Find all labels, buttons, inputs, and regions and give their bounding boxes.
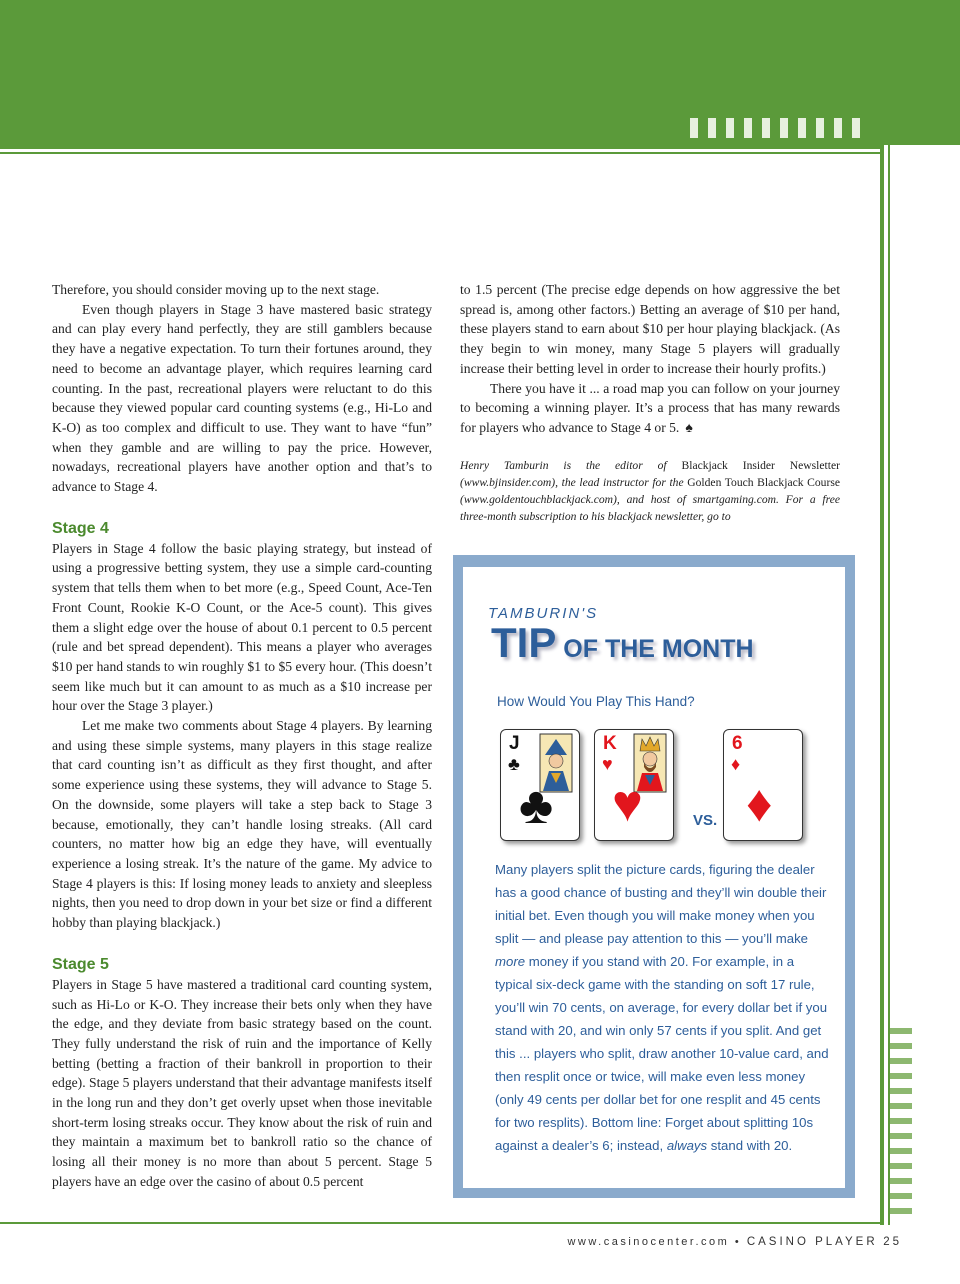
right-column [460,280,840,525]
tip-body-text: money if you stand with 20. For example, in a typical six-deck game with the standing on soft 17 rule, you’ll win 70 cents, on average, for every dollar bet if you stand with 20, and win only 57 cents if you split. And get this ... players who split, draw another 10-value card, and then resplit once or twice, will make even less money (only 49 cents per dollar bet for one resplit and 45 cents for two resplits). Bottom line: Forget about splitting 10s against a dealer’s 6; instead, [495,954,829,1153]
paragraph: Players in Stage 5 have mastered a traditional card counting system, such as Hi-Lo or K-O. They increase their bets only when they have the edge, and they deviate from basic strategy based on the count. They fully understand the risk of ruin and the importance of Kelly betting (betting a fraction of their bankroll in proportion to their edge). Stage 5 players understand that their advantage manifests itself in the long run and they don’t get overly upset when those inevitable short-term losing streaks occur. They know about the risk of ruin and they maintain a maximum bet to bankroll ratio so the chance of losing all their money is no more than about 5 percent. Stage 5 players have an edge over the casino of about 0.5 percent [52,976,432,1189]
tip-author-name: TAMBURIN'S [488,605,599,622]
versus-label: VS. [693,812,718,829]
playing-card-king-hearts [594,729,674,841]
frame-line [880,145,884,1225]
paragraph: Even though players in Stage 3 have mastered basic strategy and can play every hand perfectly, they are still gamblers because they have a negative expectation. To turn their fortunes around, they need to become an advantage player, which requires learning card counting. In the past, recreational players were reluctant to do this because they viewed popular card counting systems (e.g., Hi-Lo and K-O) as too complex and difficult to use. They want to have “fun” when they gamble and are willing to pay the price. However, nowadays, recreational players have another option and that’s to advance to Stage 4. [52,301,432,495]
frame-line [0,145,884,149]
paragraph-text: There you have it ... a road map you can follow on your journey to becoming a winning player. It’s a process that has many rewards for players who advance to Stage 4 or 5. [460,380,840,435]
frame-line [0,1222,884,1224]
bio-text: (www.goldentouchblackjack.com), and host of smartgaming.com. For a free three-month subscription to his blackjack newsletter, go to [460,492,840,523]
stage-5-heading: Stage 5 [52,955,109,973]
heart-icon: ♥ [612,775,643,833]
tip-body-emphasis: always [666,1138,708,1153]
page-number: 25 [883,1236,902,1248]
heart-icon: ♥ [602,754,613,774]
bio-publication: Golden Touch Blackjack Course [687,475,840,489]
footer-separator: • [734,1236,742,1248]
tip-body [495,858,835,1157]
paragraph: Players in Stage 4 follow the basic playing strategy, but instead of using a progressive betting system, they use a simple card-counting system that tells them when to bet more (e.g., Speed Count, Ace-Ten Front Count, Rookie K-O Count, or the Ace-5 count). This gives them a slight edge over the house of about 0.1 percent to 0.5 percent (rule and bet spread dependent). This means a player who averages $10 per hand stands to win roughly $1 to $5 every hour. (This doesn’t seem like much but it can amount to as much as a $10 increase per hour over the Stage 3 player.) [52,540,432,714]
tip-question: How Would You Play This Hand? [497,694,695,709]
stage-4-heading: Stage 4 [52,519,109,537]
card-rank: 6 [732,733,743,754]
tip-inner [463,567,845,1188]
frame-line [0,152,884,154]
spade-end-icon: ♠ [685,420,693,436]
page-footer [567,1236,902,1248]
tip-of-the-month-box [453,555,855,1198]
paragraph: to 1.5 percent (The precise edge depends on how aggressive the bet spread is, among other factors.) Betting an average of $10 per hand, these players stand to earn about $10 per hour playing blackjack. (As they begin to win money, many Stage 5 players will gradually increase their betting level in order to increase their hourly profits.) [460,282,840,376]
card-rank: J [509,733,520,754]
paragraph: Therefore, you should consider moving up to the next stage. [52,282,380,297]
playing-card-jack-clubs [500,729,580,841]
side-ticks [890,1028,912,1214]
tip-body-emphasis: more [495,954,526,969]
playing-card-six-diamonds [723,729,803,841]
paragraph: Let me make two comments about Stage 4 players. By learning and using these simple systems, many players in this stage realize that card counting isn’t as difficult as they first thought, and after some experience using these systems, they will advance to Stage 5. On the downside, some players will take a step back to Stage 3 because, emotionally, they can’t handle losing streaks. (All card counters, no matter how big an edge they have, will eventually experience a losing streak. It’s the nature of the game. My advice to Stage 4 players is this: If losing money leads to anxiety and sleepless nights, then you need to drop down in your bet size or find a different hobby than playing blackjack.) [52,718,432,931]
footer-url: www.casinocenter.com [567,1236,730,1248]
header-stripes [690,118,860,138]
diamond-icon: ♦ [746,775,773,833]
club-icon: ♣ [508,754,520,774]
tip-title [491,619,754,667]
paragraph [460,379,840,439]
bio-text: (www.bjinsider.com), the lead instructor for the [460,475,688,489]
tip-title-rest: OF THE MONTH [556,635,754,663]
left-column [52,280,432,1192]
tip-title-big: TIP [491,619,557,666]
diamond-icon: ♦ [731,754,741,774]
bio-publication: Blackjack Insider Newsletter [681,458,840,472]
card-rank: K [603,733,617,754]
bio-text: Henry Tamburin is the editor of [460,458,682,472]
tip-body-text: stand with 20. [707,1138,793,1153]
club-icon: ♣ [519,777,554,835]
footer-magazine: CASINO PLAYER [746,1236,878,1248]
tip-body-text: Many players split the picture cards, figuring the dealer has a good chance of busting and they’ll win double their initial bet. Even though you will make money when you split — and please pay attention to this — you’ll make [495,862,827,946]
author-bio [460,457,840,525]
